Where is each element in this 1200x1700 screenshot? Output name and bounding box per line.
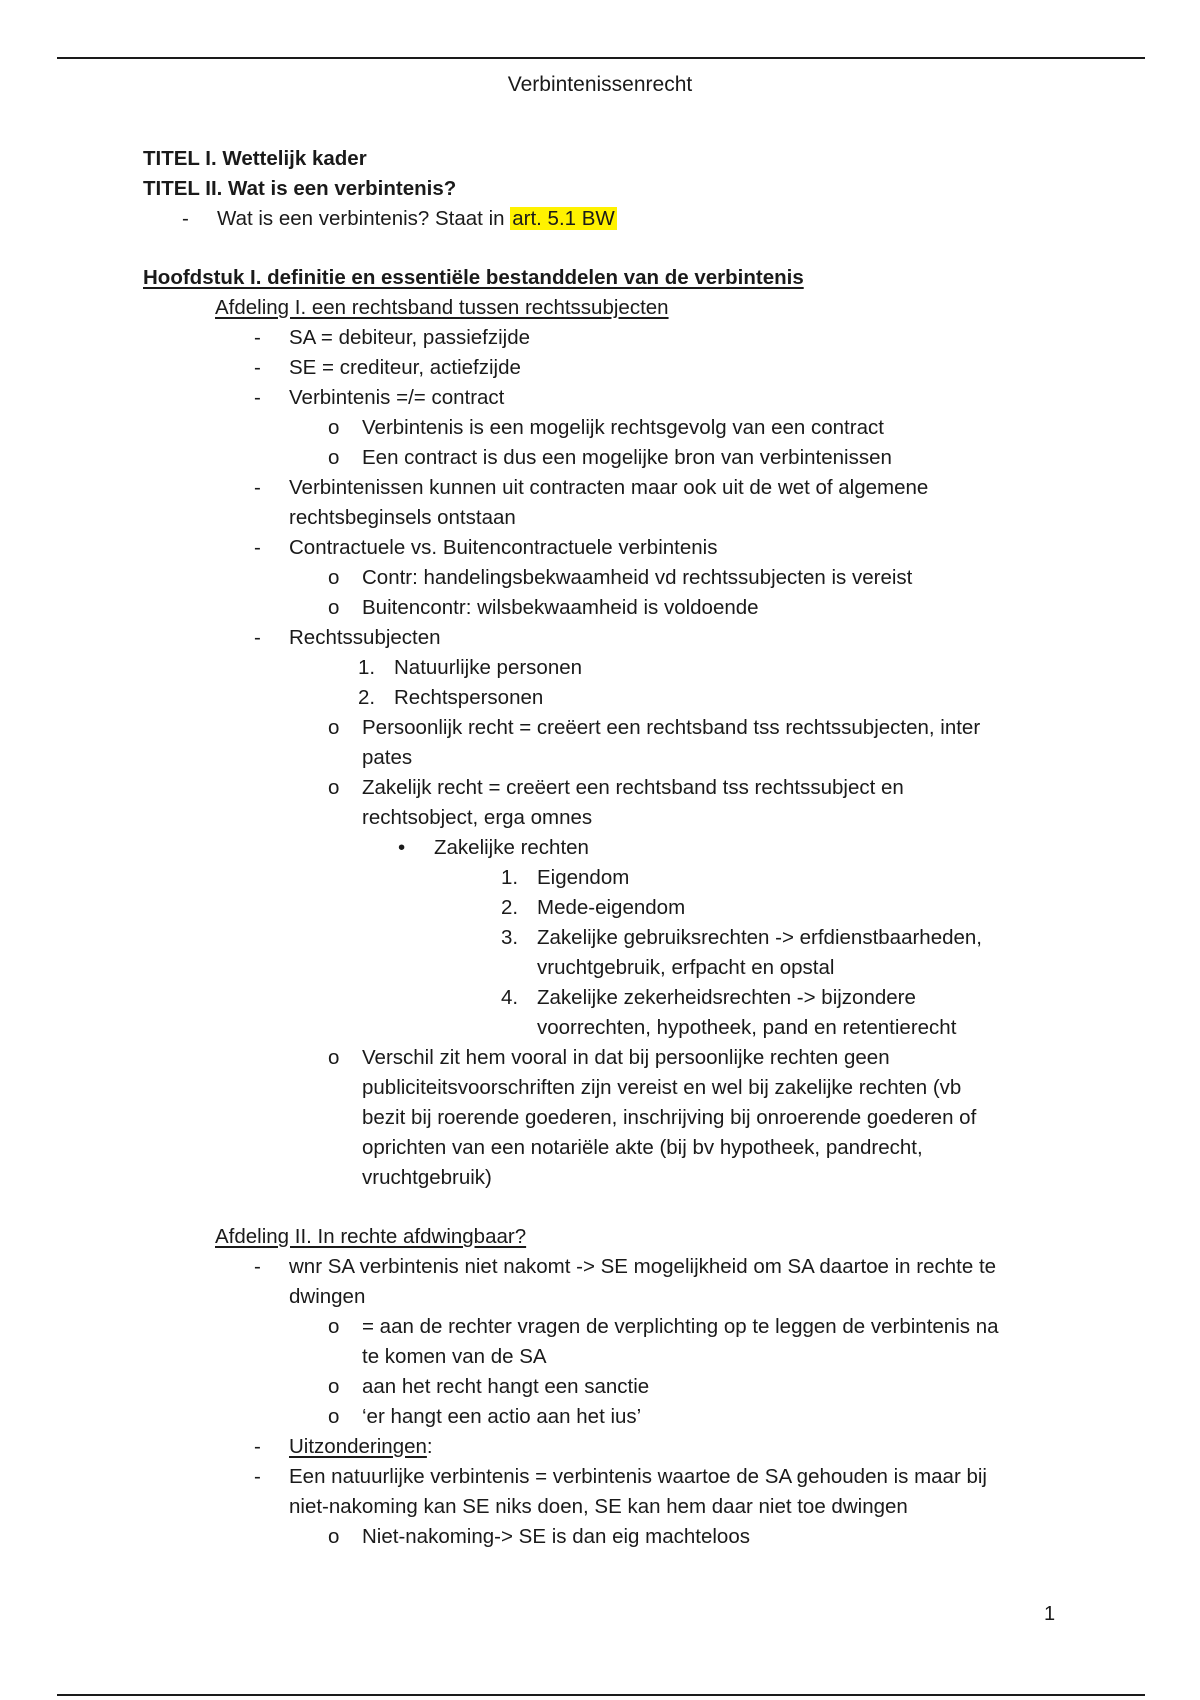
dash-marker: - xyxy=(254,356,261,379)
list-text: Zakelijk recht = creëert een rechtsband tss rechtssubject en xyxy=(362,776,904,799)
list-item-continuation xyxy=(0,1103,1200,1133)
dash-marker: - xyxy=(182,207,189,230)
page-number: 1 xyxy=(1044,1603,1056,1625)
circle-marker: o xyxy=(328,1525,340,1548)
list-text: aan het recht hangt een sanctie xyxy=(362,1375,650,1398)
numbered-item xyxy=(0,893,1200,923)
list-text: voorrechten, hypotheek, pand en retentierecht xyxy=(537,1016,957,1039)
list-item xyxy=(0,204,1200,234)
list-text: pates xyxy=(362,746,413,769)
list-text: rechtsbeginsels ontstaan xyxy=(289,506,516,529)
list-item-continuation xyxy=(0,1163,1200,1193)
list-item-continuation xyxy=(0,503,1200,533)
spacer xyxy=(0,1193,1200,1222)
list-text: Rechtssubjecten xyxy=(289,626,441,649)
dash-marker: - xyxy=(254,626,261,649)
dash-marker: - xyxy=(254,536,261,559)
list-item xyxy=(0,563,1200,593)
chapter-heading-line xyxy=(0,263,1200,293)
list-item xyxy=(0,1043,1200,1073)
list-item xyxy=(0,1522,1200,1552)
number-marker: 1. xyxy=(358,656,376,679)
dash-marker: - xyxy=(254,386,261,409)
dash-marker: - xyxy=(254,1255,261,1278)
list-text: rechtsobject, erga omnes xyxy=(362,806,593,829)
title-line xyxy=(0,144,1200,174)
exceptions-label: Uitzonderingen xyxy=(289,1435,427,1458)
list-item xyxy=(0,623,1200,653)
numbered-item xyxy=(0,863,1200,893)
section-heading-line xyxy=(0,293,1200,323)
list-text: vruchtgebruik, erfpacht en opstal xyxy=(537,956,835,979)
list-text: Niet-nakoming-> SE is dan eig machteloos xyxy=(362,1525,750,1548)
footer-rule xyxy=(57,1694,1145,1696)
list-text: Zakelijke gebruiksrechten -> erfdienstbaarheden, xyxy=(537,926,982,949)
list-item xyxy=(0,1312,1200,1342)
list-item xyxy=(0,1432,1200,1462)
circle-marker: o xyxy=(328,716,340,739)
dash-marker: - xyxy=(254,1465,261,1488)
list-text: SE = crediteur, actiefzijde xyxy=(289,356,521,379)
circle-marker: o xyxy=(328,566,340,589)
list-text: bezit bij roerende goederen, inschrijving bij onroerende goederen of xyxy=(362,1106,977,1129)
list-text: oprichten van een notariële akte (bij bv hypotheek, pandrecht, xyxy=(362,1136,923,1159)
list-item xyxy=(0,533,1200,563)
list-text: wnr SA verbintenis niet nakomt -> SE mogelijkheid om SA daartoe in rechte te xyxy=(289,1255,997,1278)
circle-marker: o xyxy=(328,416,340,439)
circle-marker: o xyxy=(328,1405,340,1428)
list-item xyxy=(0,1372,1200,1402)
circle-marker: o xyxy=(328,446,340,469)
intro-text: Wat is een verbintenis? Staat in xyxy=(217,207,511,230)
numbered-item xyxy=(0,683,1200,713)
circle-marker: o xyxy=(328,1375,340,1398)
list-text: Een contract is dus een mogelijke bron van verbintenissen xyxy=(362,446,892,469)
list-text: Rechtspersonen xyxy=(394,686,544,709)
list-text: ‘er hangt een actio aan het ius’ xyxy=(362,1405,642,1428)
list-text: Verbintenissen kunnen uit contracten maar ook uit de wet of algemene xyxy=(289,476,929,499)
list-item xyxy=(0,593,1200,623)
list-text: SA = debiteur, passiefzijde xyxy=(289,326,531,349)
list-text: Contractuele vs. Buitencontractuele verbintenis xyxy=(289,536,718,559)
circle-marker: o xyxy=(328,596,340,619)
list-item-continuation xyxy=(0,1282,1200,1312)
list-text: dwingen xyxy=(289,1285,366,1308)
list-item-continuation xyxy=(0,743,1200,773)
bullet-marker: • xyxy=(398,836,406,859)
list-text: Verschil zit hem vooral in dat bij persoonlijke rechten geen xyxy=(362,1046,890,1069)
list-item xyxy=(0,323,1200,353)
list-item xyxy=(0,413,1200,443)
number-marker: 1. xyxy=(501,866,519,889)
numbered-item xyxy=(0,653,1200,683)
list-item xyxy=(0,713,1200,743)
document-body xyxy=(0,144,1200,1552)
header-rule xyxy=(57,57,1145,59)
circle-marker: o xyxy=(328,776,340,799)
section-heading: Afdeling II. In rechte afdwingbaar? xyxy=(215,1225,527,1248)
section-heading: Afdeling I. een rechtsband tussen rechtssubjecten xyxy=(215,296,669,319)
list-item xyxy=(0,443,1200,473)
list-text: vruchtgebruik) xyxy=(362,1166,492,1189)
list-text: Verbintenis is een mogelijk rechtsgevolg van een contract xyxy=(362,416,884,439)
list-text: Zakelijke zekerheidsrechten -> bijzondere xyxy=(537,986,916,1009)
list-text: = aan de rechter vragen de verplichting op te leggen de verbintenis na xyxy=(362,1315,999,1338)
list-item-continuation xyxy=(0,1342,1200,1372)
number-marker: 2. xyxy=(501,896,519,919)
highlighted-reference: art. 5.1 BW xyxy=(512,207,615,230)
dash-marker: - xyxy=(254,476,261,499)
circle-marker: o xyxy=(328,1315,340,1338)
titel-1: TITEL I. Wettelijk kader xyxy=(143,147,367,170)
list-text: Contr: handelingsbekwaamheid vd rechtssubjecten is vereist xyxy=(362,566,913,589)
chapter-heading: Hoofdstuk I. definitie en essentiële bestanddelen van de verbintenis xyxy=(143,266,804,289)
number-marker: 2. xyxy=(358,686,376,709)
dash-marker: - xyxy=(254,1435,261,1458)
list-text: Natuurlijke personen xyxy=(394,656,583,679)
list-item xyxy=(0,383,1200,413)
list-item-continuation xyxy=(0,1073,1200,1103)
list-text: niet-nakoming kan SE niks doen, SE kan hem daar niet toe dwingen xyxy=(289,1495,908,1518)
number-marker: 3. xyxy=(501,926,519,949)
list-text: Persoonlijk recht = creëert een rechtsband tss rechtssubjecten, inter xyxy=(362,716,981,739)
circle-marker: o xyxy=(328,1046,340,1069)
list-item xyxy=(0,1402,1200,1432)
titel-2: TITEL II. Wat is een verbintenis? xyxy=(143,177,457,200)
list-item-continuation xyxy=(0,1492,1200,1522)
list-item-continuation xyxy=(0,1133,1200,1163)
list-item-continuation xyxy=(0,803,1200,833)
numbered-item xyxy=(0,983,1200,1013)
list-text: Mede-eigendom xyxy=(537,896,686,919)
list-item xyxy=(0,833,1200,863)
list-item-continuation xyxy=(0,953,1200,983)
list-text: publiciteitsvoorschriften zijn vereist en wel bij zakelijke rechten (vb xyxy=(362,1076,962,1099)
exceptions-colon: : xyxy=(426,1435,433,1458)
list-text: Een natuurlijke verbintenis = verbintenis waartoe de SA gehouden is maar bij xyxy=(289,1465,987,1488)
section-heading-line xyxy=(0,1222,1200,1252)
title-line xyxy=(0,174,1200,204)
exceptions-line xyxy=(289,1432,433,1462)
list-item xyxy=(0,1252,1200,1282)
list-text: Zakelijke rechten xyxy=(434,836,589,859)
list-item xyxy=(0,1462,1200,1492)
list-item xyxy=(0,473,1200,503)
list-item xyxy=(0,353,1200,383)
list-text: Buitencontr: wilsbekwaamheid is voldoende xyxy=(362,596,759,619)
intro-line xyxy=(217,204,617,234)
numbered-item xyxy=(0,923,1200,953)
list-text: Verbintenis =/= contract xyxy=(289,386,505,409)
page-header: Verbintenissenrecht xyxy=(507,73,693,96)
dash-marker: - xyxy=(254,326,261,349)
list-item-continuation xyxy=(0,1013,1200,1043)
list-text: Eigendom xyxy=(537,866,630,889)
list-text: te komen van de SA xyxy=(362,1345,547,1368)
number-marker: 4. xyxy=(501,986,519,1009)
spacer xyxy=(0,234,1200,263)
list-item xyxy=(0,773,1200,803)
